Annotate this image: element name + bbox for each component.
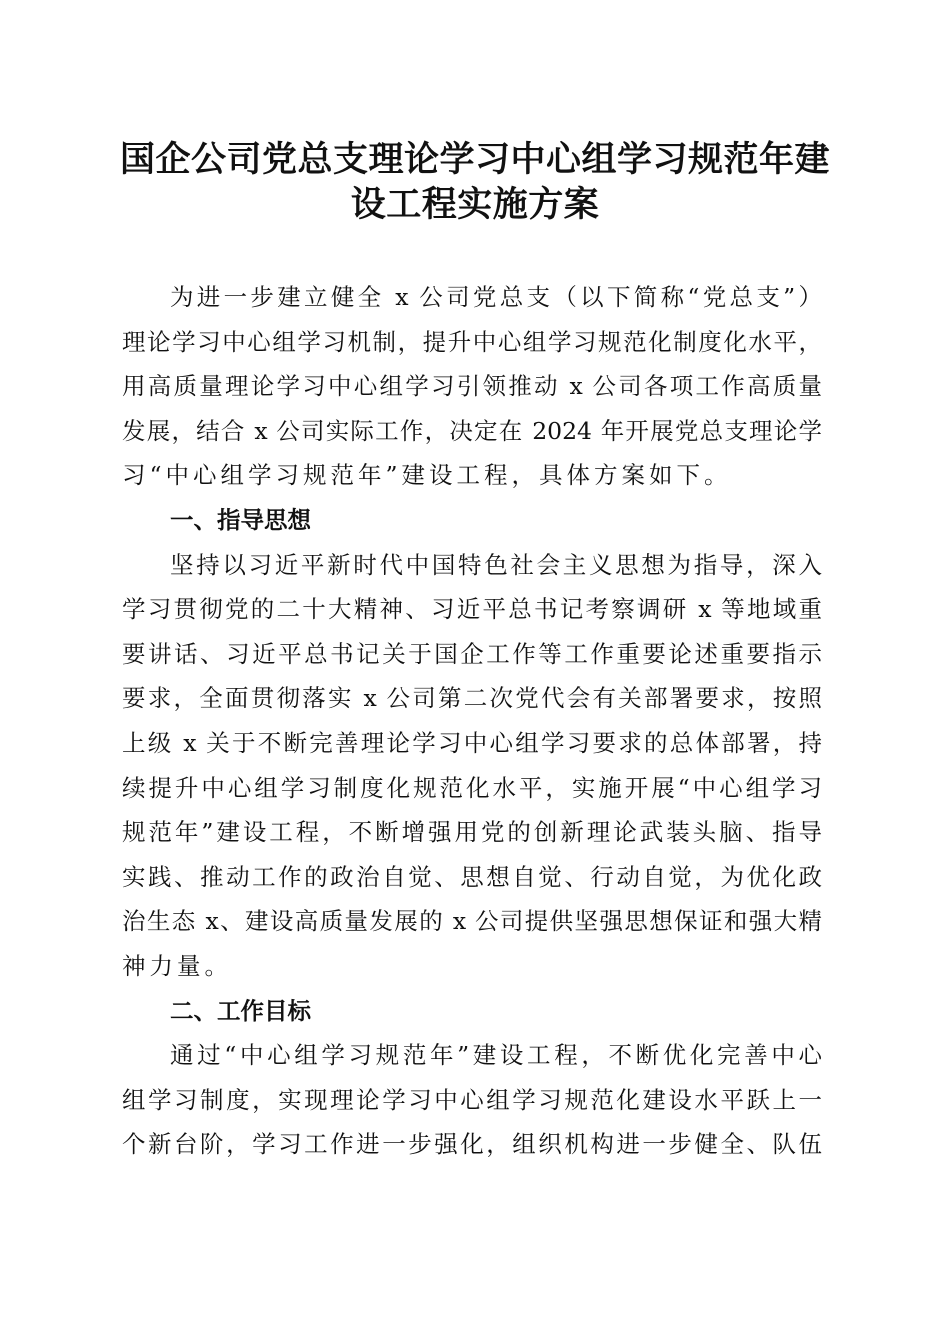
paragraph-line: 续提升中心组学习制度化规范化水平，实施开展“中心组学习 (122, 773, 822, 802)
paragraph-line: 学习贯彻党的二十大精神、习近平总书记考察调研 x 等地域重 (122, 595, 822, 624)
paragraph-line: 习“中心组学习规范年”建设工程，具体方案如下。 (122, 461, 732, 490)
paragraph-line: 要求，全面贯彻落实 x 公司第二次党代会有关部署要求，按照 (122, 684, 822, 713)
paragraph-line: 实践、推动工作的政治自觉、思想自觉、行动自觉，为优化政 (122, 862, 822, 891)
paragraph-line: 组学习制度，实现理论学习中心组学习规范化建设水平跃上一 (122, 1085, 822, 1114)
paragraph-line: 坚持以习近平新时代中国特色社会主义思想为指导，深入 (170, 550, 822, 579)
paragraph-line: 治生态 x、建设高质量发展的 x 公司提供坚强思想保证和强大精 (122, 907, 822, 936)
paragraph-line: 理论学习中心组学习机制，提升中心组学习规范化制度化水平， (122, 327, 822, 356)
paragraph-line: 要讲话、习近平总书记关于国企工作等工作重要论述重要指示 (122, 639, 822, 668)
section-heading: 一、指导思想 (170, 505, 311, 534)
document-title (100, 137, 850, 227)
paragraph-line: 用高质量理论学习中心组学习引领推动 x 公司各项工作高质量 (122, 372, 822, 401)
paragraph-line: 神力量。 (122, 951, 232, 980)
paragraph-line: 上级 x 关于不断完善理论学习中心组学习要求的总体部署，持 (122, 728, 822, 757)
document-body (122, 275, 822, 1167)
paragraph-line: 为进一步建立健全 x 公司党总支（以下简称“党总支”） (170, 283, 822, 311)
title-line: 国企公司党总支理论学习中心组学习规范年建 (119, 139, 830, 180)
paragraph-line: 通过“中心组学习规范年”建设工程，不断优化完善中心 (170, 1041, 822, 1070)
section-heading: 二、工作目标 (170, 996, 311, 1025)
paragraph-line: 规范年”建设工程，不断增强用党的创新理论武装头脑、指导 (122, 818, 822, 847)
paragraph-line: 个新台阶，学习工作进一步强化，组织机构进一步健全、队伍 (122, 1130, 822, 1159)
title-line: 设工程实施方案 (350, 184, 600, 225)
paragraph-line: 发展，结合 x 公司实际工作，决定在 2024 年开展党总支理论学 (122, 416, 822, 445)
